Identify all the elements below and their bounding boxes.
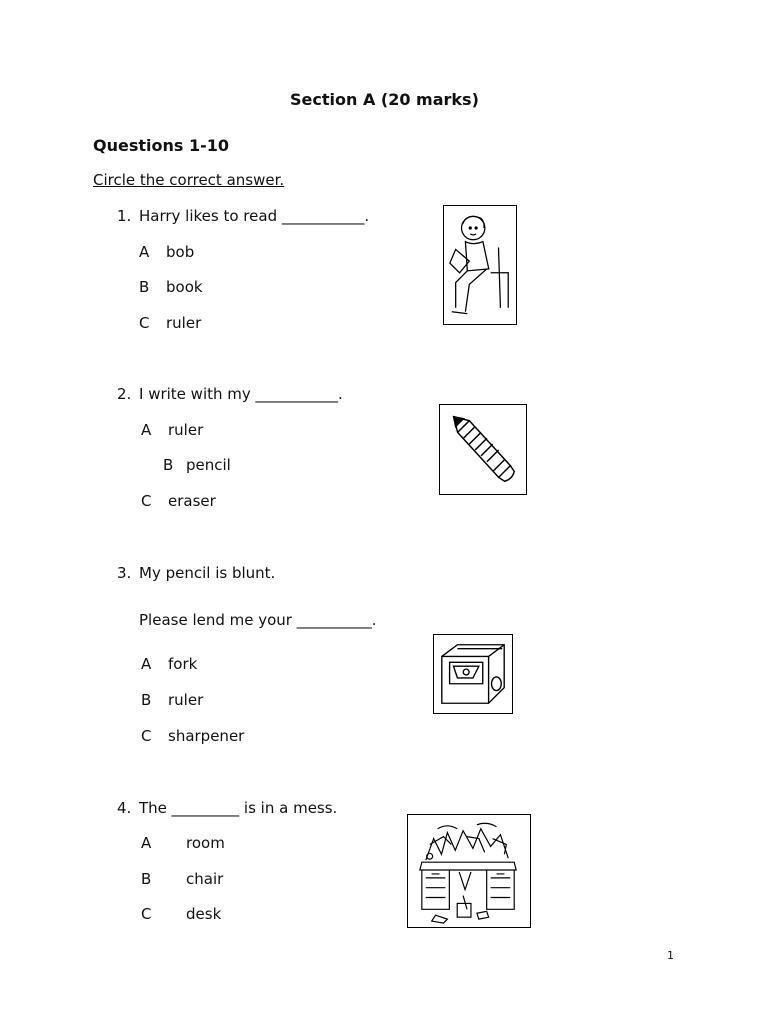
questions-heading: Questions 1-10 [93, 136, 230, 155]
instruction: Circle the correct answer. [93, 171, 285, 189]
option-text[interactable]: room [186, 834, 225, 852]
question-number: 3. [117, 564, 132, 582]
messy-desk-icon [407, 814, 531, 928]
option-letter[interactable]: A [139, 243, 150, 261]
option-letter[interactable]: C [141, 727, 152, 745]
pencil-icon [439, 404, 527, 495]
option-letter[interactable]: B [163, 456, 174, 474]
question-number: 1. [117, 207, 132, 225]
option-letter[interactable]: B [141, 691, 152, 709]
option-letter[interactable]: C [139, 314, 150, 332]
option-letter[interactable]: A [141, 655, 152, 673]
option-text[interactable]: ruler [168, 421, 204, 439]
boy-reading-icon [443, 205, 517, 325]
option-text[interactable]: ruler [168, 691, 204, 709]
question-number: 2. [117, 385, 132, 403]
question-text-2: Please lend me your __________. [139, 611, 377, 629]
option-text[interactable]: chair [186, 870, 224, 888]
option-letter[interactable]: C [141, 905, 152, 923]
question-text: Harry likes to read ___________. [139, 207, 370, 225]
option-text[interactable]: eraser [168, 492, 216, 510]
option-text[interactable]: pencil [186, 456, 231, 474]
option-text[interactable]: fork [168, 655, 198, 673]
option-letter[interactable]: B [139, 278, 150, 296]
option-letter[interactable]: B [141, 870, 152, 888]
option-letter[interactable]: C [141, 492, 152, 510]
option-text[interactable]: desk [186, 905, 222, 923]
question-text: The _________ is in a mess. [139, 799, 338, 817]
question-text: I write with my ___________. [139, 385, 343, 403]
section-title: Section A (20 marks) [290, 90, 479, 109]
question-text: My pencil is blunt. [139, 564, 276, 582]
option-text[interactable]: book [166, 278, 203, 296]
option-text[interactable]: sharpener [168, 727, 245, 745]
option-letter[interactable]: A [141, 421, 152, 439]
page-number: 1 [667, 949, 674, 962]
sharpener-icon [433, 634, 513, 714]
option-text[interactable]: bob [166, 243, 195, 261]
option-letter[interactable]: A [141, 834, 152, 852]
question-number: 4. [117, 799, 132, 817]
option-text[interactable]: ruler [166, 314, 202, 332]
